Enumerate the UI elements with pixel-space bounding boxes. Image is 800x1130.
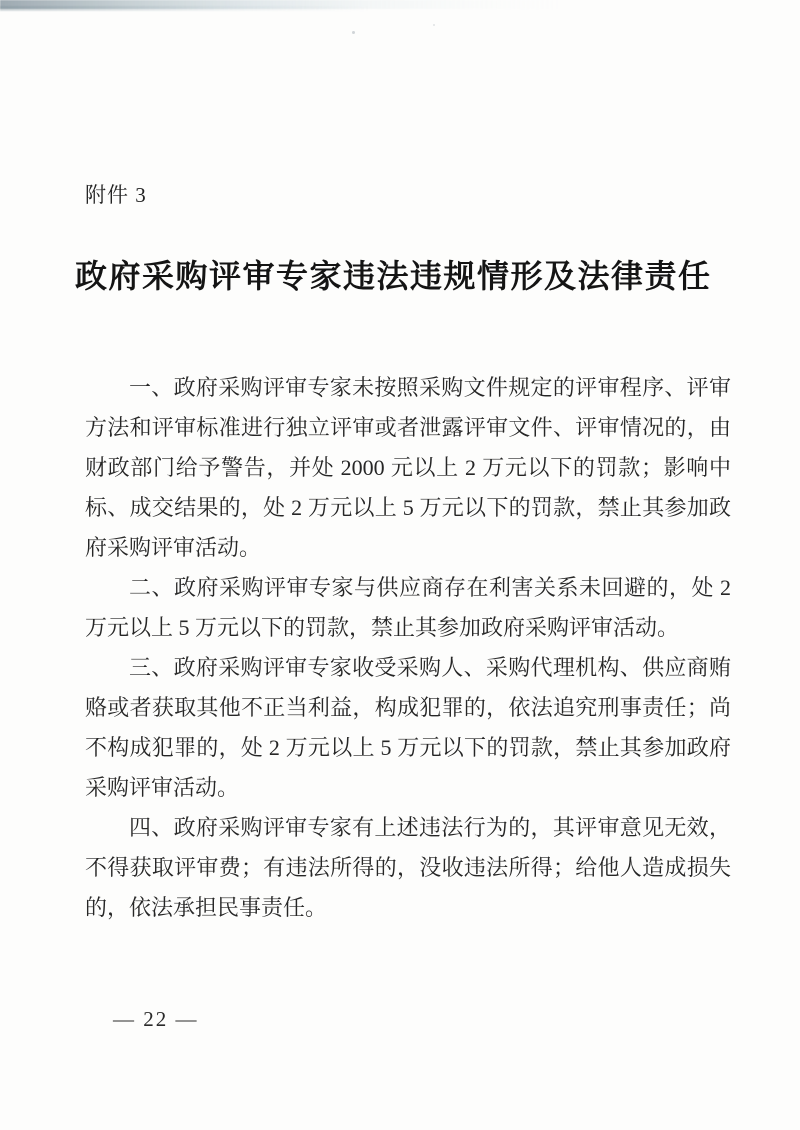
scan-noise-speck xyxy=(352,31,355,34)
attachment-label: 附件 3 xyxy=(85,183,147,207)
body-paragraph-4: 四、政府采购评审专家有上述违法行为的，其评审意见无效，不得获取评审费；有违法所得的，没收违法所得；给他人造成损失的，依法承担民事责任。 xyxy=(85,815,731,920)
document-title: 政府采购评审专家违法违规情形及法律责任 xyxy=(75,258,712,294)
page-number: — 22 — xyxy=(113,1007,199,1031)
body-paragraph-1: 一、政府采购评审专家未按照采购文件规定的评审程序、评审方法和评审标准进行独立评审或者泄露评审文件、评审情况的，由财政部门给予警告，并处 2000 元以上 2 万元以下的罚款；影响中标、成交结果的，处 2 万元以上 5 万元以下的罚款，禁止其参加政府采购评审活动。 xyxy=(85,375,731,560)
body-paragraph-3: 三、政府采购评审专家收受采购人、采购代理机构、供应商贿赂或者获取其他不正当利益，构成犯罪的，依法追究刑事责任；尚不构成犯罪的，处 2 万元以上 5 万元以下的罚款，禁止其参加政府采购评审活动。 xyxy=(85,655,731,800)
body-paragraph-2: 二、政府采购评审专家与供应商存在利害关系未回避的，处 2 万元以上 5 万元以下的罚款，禁止其参加政府采购评审活动。 xyxy=(85,575,731,640)
scan-artifact-top-edge-secondary xyxy=(0,6,370,11)
document-body xyxy=(85,368,731,928)
scan-noise-speck xyxy=(433,24,435,26)
